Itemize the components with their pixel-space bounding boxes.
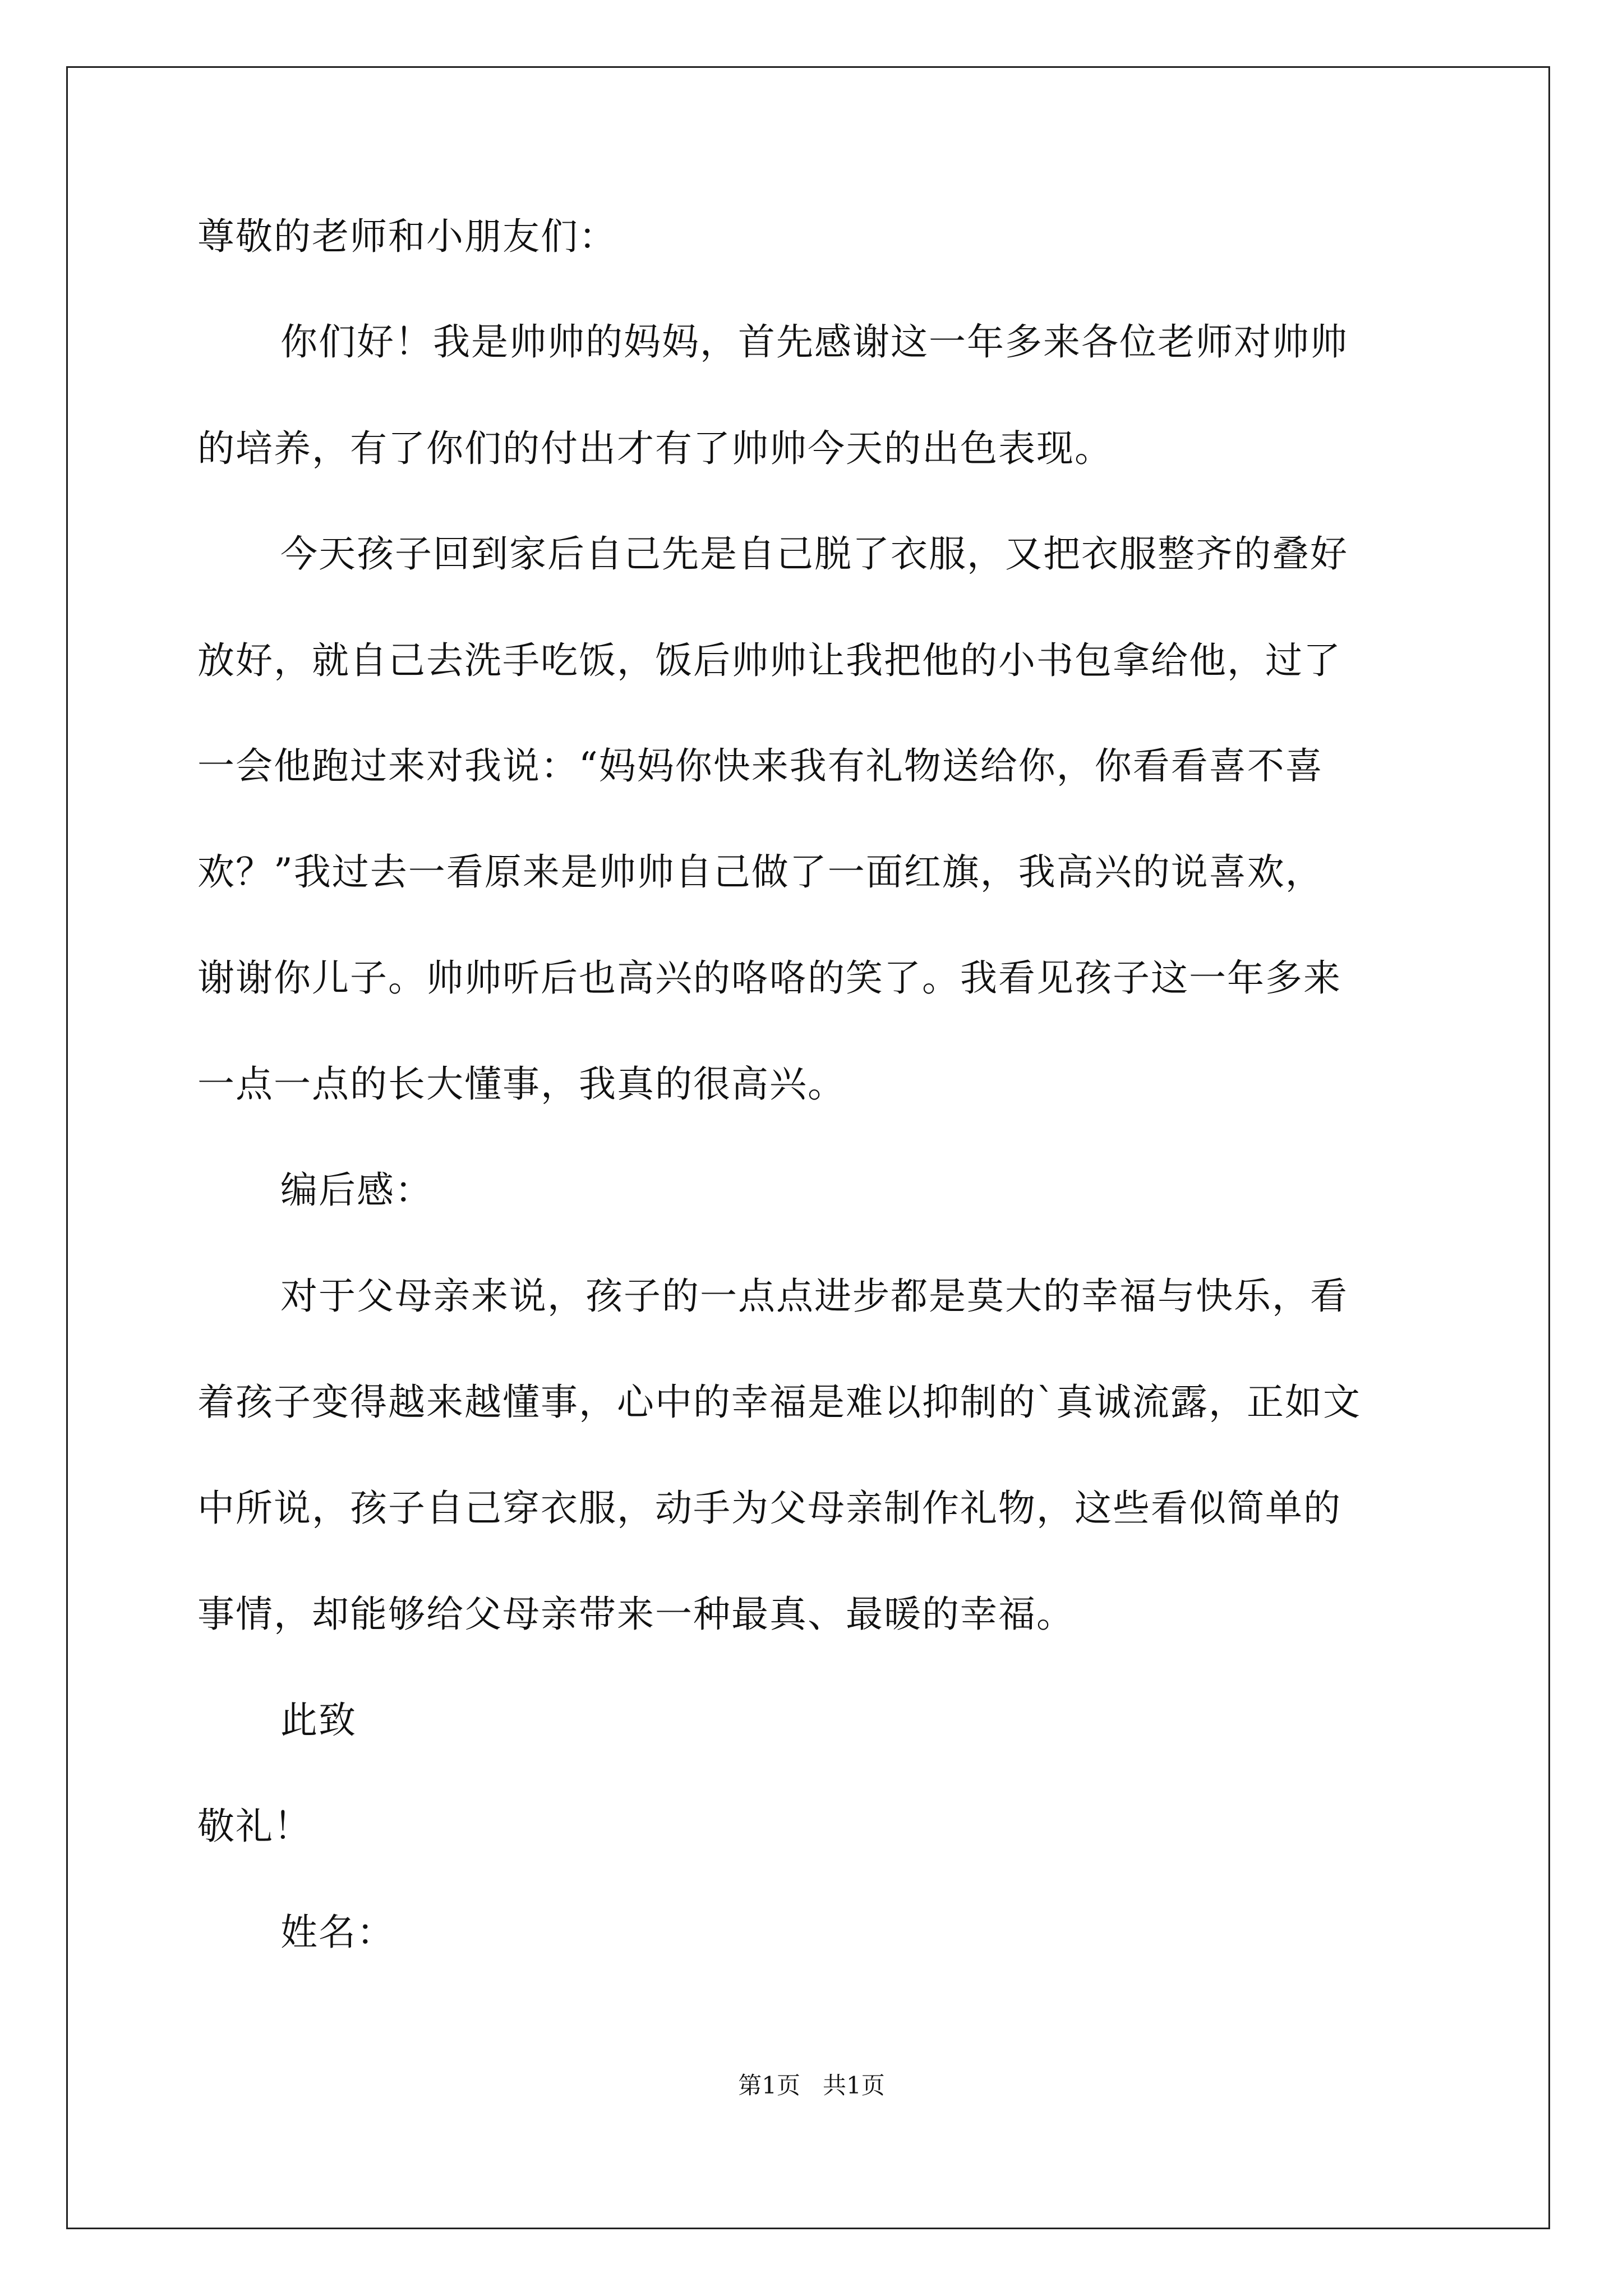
afterword-line-4: 事情，却能够给父母亲带来一种最真、最暖的幸福。	[197, 1593, 1075, 1636]
paragraph-2-line-6: 一点一点的长大懂事，我真的很高兴。	[197, 1062, 846, 1106]
afterword-line-1: 对于父母亲来说，孩子的一点点进步都是莫大的幸福与快乐，看	[280, 1274, 1348, 1318]
paragraph-2-line-4: 欢？”我过去一看原来是帅帅自己做了一面红旗，我高兴的说喜欢，	[197, 850, 1324, 894]
salutation: 尊敬的老师和小朋友们：	[197, 215, 617, 258]
paragraph-1-line-1: 你们好！我是帅帅的妈妈，首先感谢这一年多来各位老师对帅帅	[280, 320, 1348, 364]
paragraph-2-line-2: 放好，就自己去洗手吃饭，饭后帅帅让我把他的小书包拿给他，过了	[197, 639, 1341, 682]
paragraph-2-line-3: 一会他跑过来对我说：“妈妈你快来我有礼物送给你，你看看喜不喜	[197, 744, 1324, 788]
signature-name-label: 姓名：	[280, 1911, 395, 1954]
paragraph-2-line-5: 谢谢你儿子。帅帅听后也高兴的咯咯的笑了。我看见孩子这一年多来	[197, 956, 1341, 1000]
afterword-heading: 编后感：	[280, 1168, 433, 1212]
paragraph-2-line-1: 今天孩子回到家后自己先是自己脱了衣服，又把衣服整齐的叠好	[280, 532, 1348, 576]
page-footer: 第1页 共1页	[738, 2072, 885, 2099]
afterword-line-3: 中所说，孩子自己穿衣服，动手为父母亲制作礼物，这些看似简单的	[197, 1487, 1341, 1530]
letter-body	[197, 0, 1426, 2296]
afterword-line-2: 着孩子变得越来越懂事，心中的幸福是难以抑制的`真诚流露，正如文	[197, 1381, 1361, 1424]
closing-phrase: 此致	[280, 1699, 357, 1742]
closing-salute: 敬礼！	[197, 1805, 312, 1848]
paragraph-1-line-2: 的培养，有了你们的付出才有了帅帅今天的出色表现。	[197, 427, 1113, 470]
